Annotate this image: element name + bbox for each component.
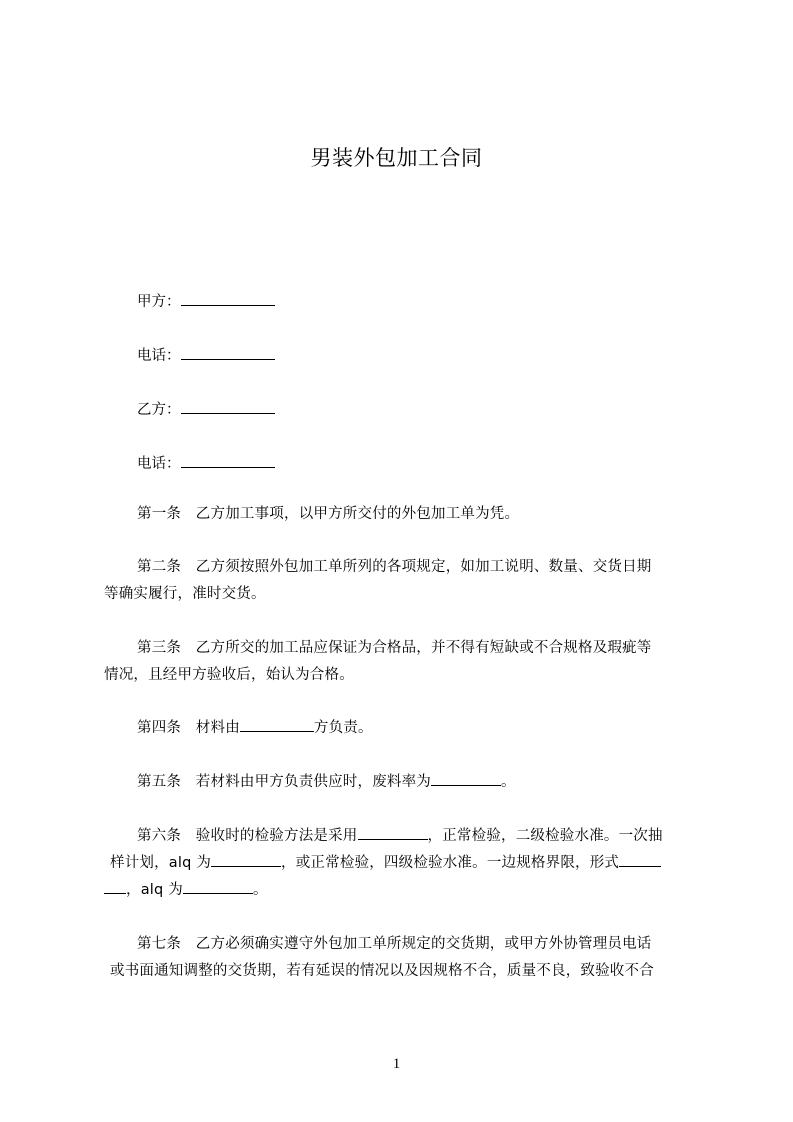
article-5-blank: [431, 771, 501, 786]
party-b-blank: [181, 399, 275, 414]
party-b-label: 乙方：: [137, 402, 181, 418]
party-b-field: [137, 399, 275, 420]
article-6-l3-text-b: 。: [252, 882, 268, 898]
article-6-blank-3: [619, 852, 661, 867]
article-6-line-3: [104, 876, 268, 904]
page-number: 1: [392, 1056, 401, 1072]
article-6-blank-2: [211, 852, 281, 867]
party-a-blank: [181, 291, 275, 306]
article-4: [137, 714, 373, 742]
article-6-l1-text-a: 第六条 验收时的检验方法是采用: [137, 828, 358, 844]
phone-b-label: 电话：: [137, 456, 181, 472]
article-6-l3-text-a: ，alq 为: [126, 882, 183, 898]
article-6-line-2: [110, 849, 661, 877]
article-2-line-2: 等确实履行，准时交货。: [104, 586, 266, 602]
article-7-line-2: 或书面通知调整的交货期，若有延误的情况以及因规格不合，质量不良，致验收不合: [110, 963, 654, 979]
phone-b-field: [137, 453, 275, 474]
article-3-line-2: 情况，且经甲方验收后，始认为合格。: [104, 667, 354, 683]
article-5-text-a: 第五条 若材料由甲方负责供应时，废料率为: [137, 774, 431, 790]
article-4-blank: [240, 717, 314, 732]
phone-a-label: 电话：: [137, 348, 181, 364]
article-5: [137, 768, 516, 796]
article-4-text-b: 方负责。: [313, 720, 373, 736]
article-1: 第一条 乙方加工事项，以甲方所交付的外包加工单为凭。: [137, 506, 520, 522]
phone-a-field: [137, 345, 275, 366]
article-6-l2-text-b: ，或正常检验，四级检验水准。一边规格界限，形式: [281, 855, 620, 871]
article-4-text-a: 第四条 材料由: [137, 720, 240, 736]
article-5-text-b: 。: [501, 774, 516, 790]
article-6-blank-4: [183, 879, 253, 894]
article-6-blank-1: [358, 825, 428, 840]
article-7-line-1: 第七条 乙方必须确实遵守外包加工单所规定的交货期，或甲方外协管理员电话: [137, 936, 652, 952]
article-6-blank-3-cont: [104, 879, 126, 894]
phone-b-blank: [181, 453, 275, 468]
page-title: 男装外包加工合同: [310, 146, 483, 170]
party-a-label: 甲方：: [137, 294, 181, 310]
party-a-field: [137, 291, 275, 312]
article-6-l2-text-a: 样计划，alq 为: [110, 855, 212, 871]
article-2-line-1: 第二条 乙方须按照外包加工单所列的各项规定，如加工说明、数量、交货日期: [137, 559, 652, 575]
phone-a-blank: [181, 345, 275, 360]
article-3-line-1: 第三条 乙方所交的加工品应保证为合格品，并不得有短缺或不合规格及瑕疵等: [137, 640, 652, 656]
article-6-line-1: [137, 822, 663, 850]
article-6-l1-text-b: ，正常检验，二级检验水准。一次抽: [427, 828, 663, 844]
